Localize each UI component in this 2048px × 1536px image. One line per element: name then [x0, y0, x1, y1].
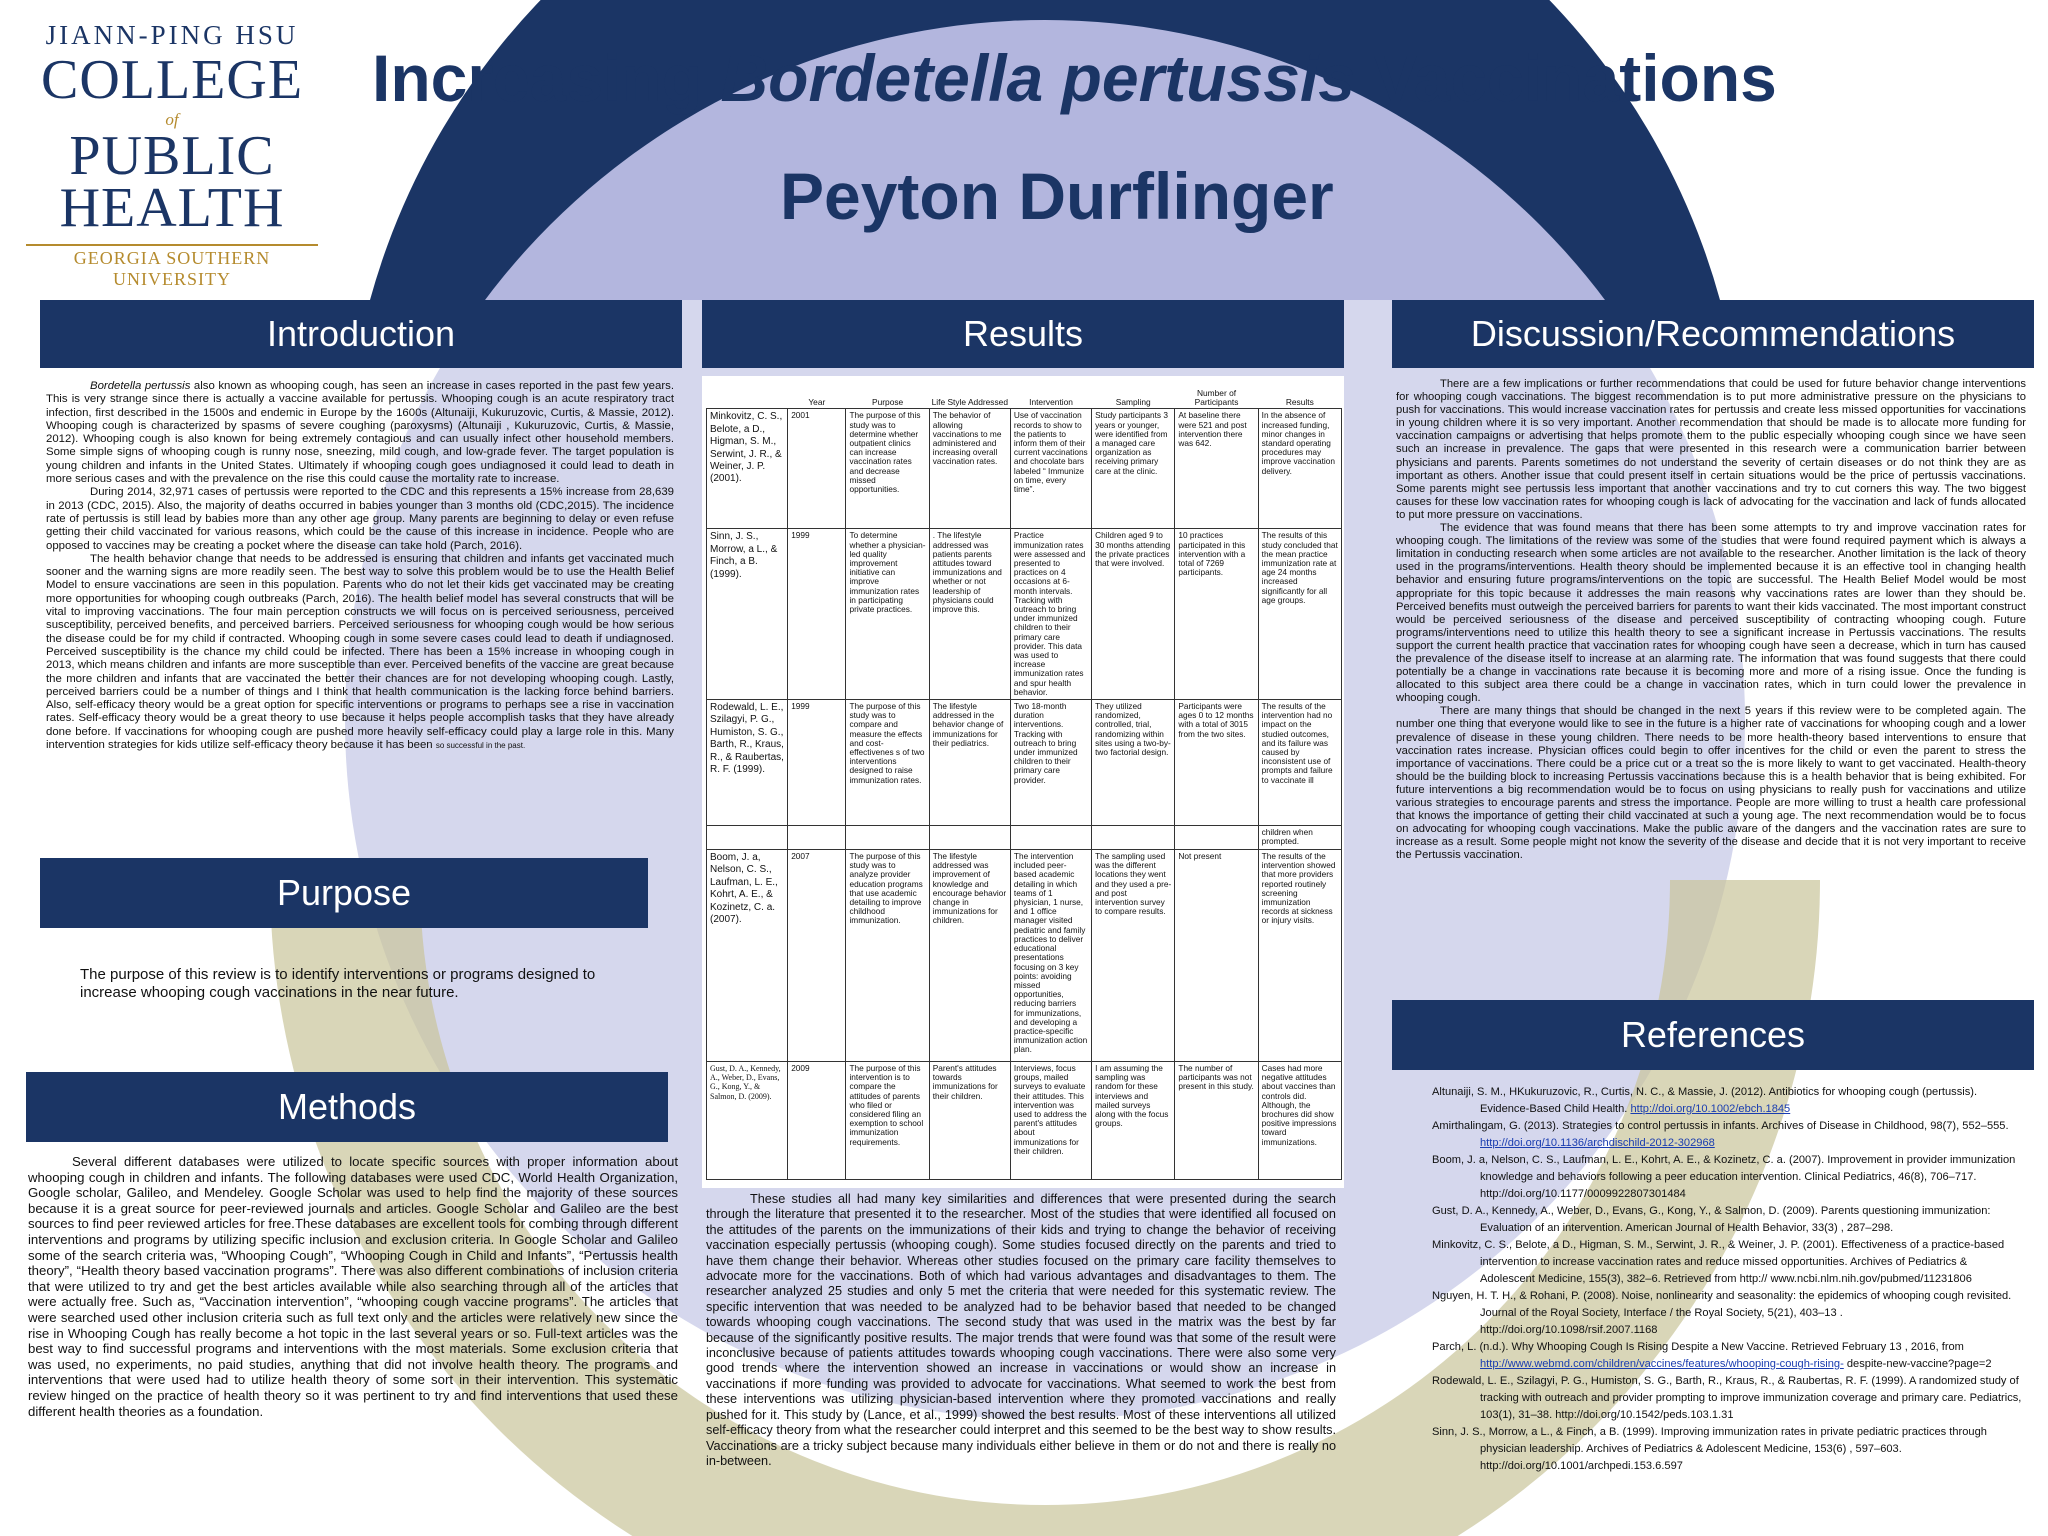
reference-text-after: despite-new-vaccine?page=2 — [1846, 1358, 1992, 1370]
matrix-row — [707, 529, 1342, 700]
introduction-header: Introduction — [40, 300, 682, 368]
logo-line-2: COLLEGE — [40, 49, 304, 111]
matrix-cell: The intervention included peer-based academic detailing in which teams of 1 physician, 1 nurse, and 1 office manager visited pediatric and family practices to deliver educational presentations focusing on 3 key points: avoiding missed opportunities, reducing barriers for immunizations, and developing a practice-specific immunization action plan. — [1010, 850, 1091, 1062]
matrix-cell: To determine whether a physician-led quality improvement initiative can improve immunization rates in participating private practices. — [846, 529, 929, 700]
matrix-cell: They utilized randomized, controlled, trial, randomizing within sites using a two-by-two factorial design. — [1092, 700, 1175, 826]
matrix-cell: Rodewald, L. E., Szilagyi, P. G., Humiston, S. G., Barth, R., Kraus, R., & Raubertas, R. F. (1999). — [707, 700, 788, 826]
logo-line-4: PUBLIC — [69, 125, 275, 187]
title-post: Vaccinations — [1355, 41, 1777, 115]
matrix-header: Intervention — [1029, 397, 1073, 408]
reference-item — [1432, 1339, 2022, 1373]
matrix-cell: 10 practices participated in this intervention with a total of 7269 participants. — [1175, 529, 1258, 700]
reference-item — [1432, 1084, 2022, 1118]
matrix-cell: Interviews, focus groups, mailed surveys to evaluate their attitudes. This intervention was used to address the parent's attitudes about immunizations for their children. — [1010, 1062, 1091, 1180]
poster-title — [372, 40, 1792, 116]
matrix-cell: The results of the intervention showed that more providers reported routinely screening immunization records at sickness or injury visits. — [1258, 850, 1341, 1062]
matrix-cell — [929, 826, 1010, 850]
matrix-cell: The purpose of this intervention is to compare the attitudes of parents who filed or considered filing an exemption to school immunization requirements. — [846, 1062, 929, 1180]
results-header: Results — [702, 300, 1344, 368]
logo-line-5: HEALTH — [59, 177, 285, 239]
matrix-cell: children when prompted. — [1258, 826, 1341, 850]
matrix-cell: 2001 — [788, 409, 846, 529]
reference-text: Amirthalingam, G. (2013). Strategies to control pertussis in infants. Archives of Disease in Childhood, 98(7), 552–555. — [1432, 1120, 2009, 1132]
matrix-cell: The behavior of allowing vaccinations to me administered and increasing overall vaccination rates. — [929, 409, 1010, 529]
reference-text: Nguyen, H. T. H., & Rohani, P. (2008). Noise, nonlinearity and seasonality: the epidemics of whooping cough revisited. Journal of the Royal Society, Interface / the Royal Society, 5(21), 403–13 . http://doi.org/10.1098/rsif.2007.1168 — [1432, 1290, 2012, 1336]
matrix-cell — [1092, 826, 1175, 850]
matrix-cell: Not present — [1175, 850, 1258, 1062]
discussion-paragraph-3: There are many things that should be changed in the next 5 years if this review were to be completed again. The number one thing that everyone would like to see in the future is a higher rate of vaccinations for whooping cough and a lower prevalence of disease in these young children. There needs to be more health-theory based interventions to ensure that vaccination rates increase. Physician offices could begin to offer incentives for the child or even the parent to stress the importance of vaccinations. There could be a price cut or a treat so the is more likely to want to get vaccinated. Health-theory should be the building block to increasing Pertussis vaccinations because this is a health behavior that is being exhibited. For future interventions a big recommendation would be to focus on using physicians to really push for vaccinations and utilize various strategies to encourage parents and stress the importance. People are more willing to trust a health care professional that knows the importance of getting their child vaccinated at such a young age. The next recommendation would be to focus on advocating for whooping cough vaccinations. Make the public aware of the dangers and the vaccination rates are sure to increase as a result. Some people might not know the severity of the disease and decide that it is not very important to receive the Pertussis vaccination. — [1396, 705, 2026, 862]
matrix-cell: . The lifestyle addressed was patients parents attitudes toward immunizations and whether or not leadership of physicians could improve this. — [929, 529, 1010, 700]
matrix-cell: The lifestyle addressed was improvement of knowledge and encourage behavior change in immunizations for children. — [929, 850, 1010, 1062]
matrix-cell: Minkovitz, C. S., Belote, a D., Higman, S. M., Serwint, J. R., & Weiner, J. P. (2001). — [707, 409, 788, 529]
matrix-cell: Cases had more negative attitudes about vaccines than controls did. Although, the brochures did show positive impressions toward immunizations. — [1258, 1062, 1341, 1180]
matrix-header — [707, 388, 788, 409]
title-pre: Increasing — [372, 41, 721, 115]
discussion-header: Discussion/Recommendations — [1392, 300, 2034, 368]
discussion-paragraph-2: The evidence that was found means that there has been some attempts to try and improve vaccination rates for whooping cough. The limitations of the review was some of the studies that were found required payment which is always a limitation in conducting research when some articles are not available to the researcher. Another limitation is the lack of theory used in the programs/interventions. Health theory should be implemented because it is an effective tool in changing health behavior and ensuring future programs/interventions on the topic are successful. The Health Belief Model would be most appropriate for this topic because it addresses the main reasons why vaccinations rates are lower than they should be. Perceived benefits must outweigh the perceived barriers for parents to want their kids vaccinated. The most important construct would be perceived seriousness of the disease and perceived susceptibility of contracting whooping cough. Future programs/interventions need to utilize this health theory to see a significant increase in Pertussis vaccinations. The results support the current health practice that vaccination rates for whooping cough have seen a decrease, which in turn has caused the prevalence of the disease itself to increase at an alarming rate. The information that was found suggests that there could potentially be a change in vaccinations rate because it is becoming more and more of a rising issue. Once the funding is allocated to this subject area there could be a change in vaccination rates, which in turn could lower the prevalence in whooping cough. — [1396, 522, 2026, 705]
matrix-header: Results — [1285, 397, 1314, 408]
poster-author: Peyton Durflinger — [780, 159, 1334, 233]
matrix-cell — [1010, 826, 1091, 850]
title-italic: Bordetella pertussis — [720, 41, 1356, 115]
purpose-header: Purpose — [40, 858, 648, 928]
logo-line-1: JIANN-PING HSU — [45, 20, 299, 50]
intro-paragraph-3 — [46, 553, 674, 752]
intro-paragraph-1 — [46, 380, 674, 486]
matrix-cell: The sampling used was the different locations they went and they used a pre- and post intervention survey to compare results. — [1092, 850, 1175, 1062]
matrix-header: Year — [808, 397, 826, 408]
matrix-cell: 2009 — [788, 1062, 846, 1180]
matrix-cell: Study participants 3 years or younger, were identified from a managed care organization as receiving primary care at the clinic. — [1092, 409, 1175, 529]
college-logo — [26, 20, 318, 289]
reference-item — [1432, 1288, 2022, 1339]
reference-text: Gust, D. A., Kennedy, A., Weber, D., Evans, G., Kong, Y., & Salmon, D. (2009). Parents questioning immunization: Evaluation of an intervention. American Journal of Health Behavior, 33(3) , 287–298. — [1432, 1205, 1991, 1234]
matrix-cell — [1175, 826, 1258, 850]
matrix-cell: Sinn, J. S., Morrow, a L., & Finch, a B. (1999). — [707, 529, 788, 700]
reference-text: Minkovitz, C. S., Belote, a D., Higman, S. M., Serwint, J. R., & Weiner, J. P. (2001). Effectiveness of a practice-based intervention to increase vaccination rates and reduce missed opportunities. Archives of Pediatrics & Adolescent Medicine, 155(3), 382–6. Retrieved from http:// www.ncbi.nlm.nih.gov/pubmed/11231806 — [1432, 1239, 2005, 1285]
intro-p3-text: The health behavior change that needs to be addressed is ensuring that children and infants get vaccinated much sooner and the warning signs are more readily seen. The best way to solve this problem would be to use the Health Belief Model to ensure vaccinations are seen in this population. Parents who do not let their kids get vaccinated may be creating more opportunities for whooping cough outbreaks (Parch, 2016). The health belief model has several constructs that will be vital to improving vaccinations. The four main perception constructs we will focus on is perceived seriousness, perceived susceptibility, perceived benefits, and perceived barriers. Perceived seriousness for whooping cough would be how serious the disease could be for my child if contracted. Whooping cough in some severe cases could lead to death if undiagnosed. Perceived susceptibility is the chance my child could be infected. There has been a 15% increase in whooping cough in 2013, which means children and infants are more susceptible than ever. Perceived benefits of the vaccine are great because the more children and infants that are vaccinated the better their chances are for not developing whooping cough. Lastly, perceived barriers could be a number of things and I think that health communication is the lacking force behind barriers. Also, self-efficacy theory would be a great option for specific interventions or programs to perhaps see a rise in vaccination rates. Self-efficacy theory would be a great theory to use because it helps people accomplish tasks that they have already done before. If vaccinations for whooping cough are pushed more heavily self-efficacy could play a large role in this. Many intervention strategies for kids utilize self-efficacy theory because it has been — [46, 552, 674, 752]
reference-item — [1432, 1203, 2022, 1237]
references-header: References — [1392, 1000, 2034, 1070]
reference-text: Rodewald, L. E., Szilagyi, P. G., Humiston, S. G., Barth, R., Kraus, R., & Raubertas, R. F. (1999). A randomized study of tracking with outreach and provider prompting to improve immunization coverage and primary care. Pediatrics, 103(1), 31–38. http://doi.org/10.1542/peds.103.1.31 — [1432, 1375, 2022, 1421]
reference-link[interactable]: http://www.webmd.com/children/vaccines/features/whooping-cough-rising- — [1480, 1358, 1844, 1370]
reference-item — [1432, 1152, 2022, 1203]
reference-text: Sinn, J. S., Morrow, a L., & Finch, a B. (1999). Improving immunization rates in private pediatric practices through physician leadership. Archives of Pediatrics & Adolescent Medicine, 153(6) , 597–603. http://doi.org/10.1001/archpedi.153.6.597 — [1432, 1426, 1987, 1472]
intro-italic-term: Bordetella pertussis — [90, 380, 191, 392]
results-paragraph: These studies all had many key similarities and differences that were presented during the search through the literature that presented it to the researcher. Most of the studies that were identified all focused on the attitudes of the parents on the immunizations of their kids and trying to change the behavior of receiving vaccination especially pertussis (whooping cough). Some studies focused directly on the parents and tried to have them change their behavior. Whereas other studies focused on the primary care facility themselves to advocate more for the vaccinations. Both of which had various advantages and disadvantages to them. The researcher analyzed 25 studies and only 5 met the criteria that were needed for this systematic review. The specific intervention that was needed to be analyzed had to be behavior based that needed to be changed towards whooping cough vaccinations. The second study that was used in the matrix was the best by far because of the significantly positive results. The major trends that were found was that some of the result were inconclusive because of patients attitudes towards whooping cough vaccinations. There were also some very good trends where the intervention showed an increase in vaccinations or would show an increase in vaccinations if more funding was provided to advocate for vaccinations. What seemed to work the best from these interventions was utilizing physician-based intervention where they promoted vaccinations and really pushed for it. This study by (Lance, et al., 1999) showed the best results. Most of these interventions all utilized self-efficacy theory from what the researcher could interpret and this seemed to be the best way to show results. Vaccinations are a tricky subject because many individuals either believe in them or do not and there is really no in-between. — [706, 1192, 1336, 1468]
matrix-cell: The number of participants was not present in this study. — [1175, 1062, 1258, 1180]
matrix-header: Sampling — [1115, 397, 1151, 408]
matrix-cell: Use of vaccination records to show to the patients to inform them of their current vaccinations and chocolate bars labeled “ Immunize on time, every time”. — [1010, 409, 1091, 529]
matrix-cell: Children aged 9 to 30 months attending the private practices that were involved. — [1092, 529, 1175, 700]
reference-text: Boom, J. a, Nelson, C. S., Laufman, L. E., Kohrt, A. E., & Kozinetz, C. a. (2007). Improvement in provider immunization knowledge and behaviors following a peer education intervention. Clinical Pediatrics, 46(8), 706–717. http://doi.org/10.1177/0009922807301484 — [1432, 1154, 2016, 1200]
matrix-row — [707, 850, 1342, 1062]
matrix-cell: 1999 — [788, 700, 846, 826]
methods-header: Methods — [26, 1072, 668, 1142]
intro-p1-text: also known as whooping cough, has seen an increase in cases reported in the past few years. This is very strange since there is actually a vaccine available for pertussis. Whooping cough is an acute respiratory tract infection, first described in the 1500s and endemic in Europe by the 1600s (Altunaiji, Kukuruzovic, Curtis, & Massie, 2012). Whooping cough is characterized by spasms of severe coughing (paroxysms) (Altunaiji , Kukuruzovic, Curtis, & Massie, 2012). Whooping cough is also known for being extremely contagious and can usually infect other household members. Some simple signs of whooping cough is runny nose, sneezing, mild cough, and low-grade fever. The target population is young children and infants in the United States. Ultimately if whooping cough goes undiagnosed it could lead to death in more serious cases and with the prevalence on the rise this could cause the mortality rate to increase. — [46, 380, 674, 486]
matrix-cell: The purpose of this study was to compare and measure the effects and cost-effectivenes s of two interventions designed to raise immunization rates. — [846, 700, 929, 826]
matrix-row — [707, 1062, 1342, 1180]
matrix-cell: Two 18-month duration interventions. Tracking with outreach to bring under immunized children to their primary care provider. — [1010, 700, 1091, 826]
matrix-header: Life Style Addressed — [931, 397, 1008, 408]
matrix-row — [707, 826, 1342, 850]
matrix-cell: The lifestyle addressed in the behavior change of immunizations for their pediatrics. — [929, 700, 1010, 826]
matrix-cell: Parent's attitudes towards immunizations for their children. — [929, 1062, 1010, 1180]
matrix-cell: I am assuming the sampling was random for these interviews and mailed surveys along with the focus groups. — [1092, 1062, 1175, 1180]
matrix-cell: Gust, D. A., Kennedy, A., Weber, D., Evans, G., Kong, Y., & Salmon, D. (2009). — [707, 1062, 788, 1180]
matrix-header: Purpose — [872, 397, 904, 408]
matrix-cell — [846, 826, 929, 850]
intro-p3-small: so successful in the past. — [435, 741, 526, 751]
matrix-cell: The results of this study concluded that the mean practice immunization rate at age 24 months increased significantly for all age groups. — [1258, 529, 1341, 700]
matrix-cell: The purpose of this study was to analyze provider education programs that use academic detailing to improve childhood immunization. — [846, 850, 929, 1062]
reference-item — [1432, 1373, 2022, 1424]
methods-body — [28, 1154, 678, 1419]
matrix-header: Number of Participants — [1194, 388, 1239, 408]
matrix-cell: 1999 — [788, 529, 846, 700]
purpose-body: The purpose of this review is to identify interventions or programs designed to increase whooping cough vaccinations in the near future. — [80, 966, 596, 1001]
matrix-cell: Practice immunization rates were assessed and presented to practices on 4 occasions at 6-month intervals. Tracking with outreach to bring under immunized children to their primary care provider. This data was used to increase immunization rates and spur health behavior. — [1010, 529, 1091, 700]
reference-item — [1432, 1237, 2022, 1288]
intro-paragraph-2: During 2014, 32,971 cases of pertussis were reported to the CDC and this represents a 15% increase from 28,639 in 2013 (CDC, 2015). Also, the majority of deaths occurred in babies younger than 3 months old (CDC,2015). The incidence rate of pertussis is still lead by babies more than any other age group. Many parents are beginning to delay or even refuse getting their child vaccinated for various reasons, which could be the cause of this increase in incidence. People who are opposed to vaccines may be creating a pocket where the disease can take hold (Parch, 2016). — [46, 486, 674, 552]
matrix-cell — [707, 826, 788, 850]
introduction-body — [46, 380, 674, 752]
reference-item — [1432, 1424, 2022, 1475]
references-list — [1432, 1084, 2022, 1475]
matrix-cell: 2007 — [788, 850, 846, 1062]
matrix-cell: Participants were ages 0 to 12 months with a total of 3015 from the two sites. — [1175, 700, 1258, 826]
results-body — [706, 1192, 1336, 1469]
matrix-header-row — [707, 388, 1342, 409]
matrix-cell — [788, 826, 846, 850]
matrix-cell: The results of the intervention had no impact on the studied outcomes, and its failure was caused by inconsistent use of prompts and failure to vaccinate ill — [1258, 700, 1341, 826]
literature-matrix — [706, 388, 1342, 1180]
matrix-row — [707, 700, 1342, 826]
reference-item — [1432, 1118, 2022, 1152]
logo-line-6: GEORGIA SOUTHERN UNIVERSITY — [73, 248, 271, 289]
methods-paragraph: Several different databases were utilized to locate specific sources with proper information about whooping cough in children and infants. The following databases were used CDC, World Health Organization, Google scholar, Galileo, and Mendeley. Google Scholar was used to help find the majority of these sources because it is a great source for peer-reviewed journals and articles. Google Scholar and Galileo are the best sources to find peer reviewed articles for free.These databases are excellent tools for combing through different interventions and programs by utilizing specific inclusion and exclusion criteria. In Google Scholar and Galileo some of the search criteria was, “Whooping Cough”, “Whooping Cough in Child and Infants”, “Pertussis health theory”, “Health theory based vaccination programs”. There was also different combinations of inclusion criteria that were utilized to try and get the best articles available while also searching through all of the articles that were actually free. Such as, “Vaccination intervention”, “whooping cough vaccine programs”. The articles that were searched used other inclusion criteria such as full text only and the articles were relatively new since the rise in Whooping Cough has really become a hot topic in the last several years or so. Full-text articles was the best way to find successful programs and interventions with the most materials. Some exclusion criteria that was used, no experiments, no paid studies, anything that did not involve health theory. The programs and interventions that were used had to utilize health theory of some sort in their intervention. This systematic review hinged on the practice of health theory so it was pertinent to try and find interventions that used these different health theories as a foundation. — [28, 1154, 678, 1419]
matrix-cell: In the absence of increased funding, minor changes in standard operating procedures may improve vaccination delivery. — [1258, 409, 1341, 529]
logo-rule — [26, 244, 318, 246]
reference-text: Altunaiji, S. M., HKukuruzovic, R., Curtis, N. C., & Massie, J. (2012). Antibiotics for whooping cough (pertussis). Evidence-Based Child Health. — [1432, 1086, 1978, 1115]
matrix-cell: The purpose of this study was to determine whether outpatient clinics can increase vaccination rates and decrease missed opportunities. — [846, 409, 929, 529]
reference-link[interactable]: http://doi.org/10.1002/ebch.1845 — [1630, 1103, 1791, 1115]
discussion-body — [1396, 378, 2026, 862]
reference-link[interactable]: http://doi.org/10.1136/archdischild-2012-302968 — [1480, 1137, 1715, 1149]
discussion-paragraph-1: There are a few implications or further recommendations that could be used for future behavior change interventions for whooping cough vaccinations. The biggest recommendation is to put more administrative pressure on the physicians to push for vaccinations. This would increase vaccination rates for pertussis and create less missed opportunities for vaccinations in young children where it is so very important. Another recommendation that should be made is to allocate more funding for vaccination campaigns or advertising that helps promote them to the public especially whooping cough since we have seen such an increase in prevalence. The gaps that were presented in this research were a communication barrier between physicians and parents. Parents sometimes do not understand the severity of certain diseases or do not think they are as important as others. Another issue that could present itself in certain situations would be the price of pertussis vaccinations. Some parents might see pertussis less important that another vaccinations and try to cut corners this way. The two biggest causes for these low vaccination rates for whooping cough is lack of advocating for the vaccination and lack of funds allocated to put more pressure on vaccinations. — [1396, 378, 2026, 521]
matrix-cell: At baseline there were 521 and post intervention there was 642. — [1175, 409, 1258, 529]
matrix-row — [707, 409, 1342, 529]
matrix-cell: Boom, J. a, Nelson, C. S., Laufman, L. E., Kohrt, A. E., & Kozinetz, C. a. (2007). — [707, 850, 788, 1062]
logo-line-3: of — [165, 110, 179, 129]
reference-text: Parch, L. (n.d.). Why Whooping Cough Is Rising Despite a New Vaccine. Retrieved February 13 , 2016, from — [1432, 1341, 1964, 1353]
